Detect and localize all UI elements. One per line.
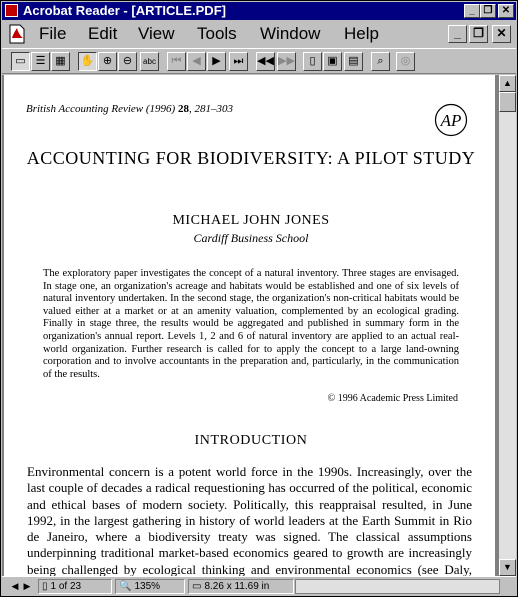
fit-width-icon: ▤	[348, 55, 359, 67]
find-button[interactable]	[371, 52, 390, 71]
thumbnails-page-button[interactable]	[51, 52, 70, 71]
status-bar	[2, 576, 516, 596]
copyright-notice: © 1996 Academic Press Limited	[327, 393, 458, 404]
bookmarks-page-button[interactable]	[31, 52, 50, 71]
menu-bar	[2, 21, 516, 47]
horizontal-scrollbar[interactable]	[295, 579, 500, 594]
menu-file[interactable]: File	[39, 24, 67, 43]
document-minimize-button[interactable]: _	[448, 25, 467, 43]
menu-window[interactable]: Window	[260, 24, 321, 43]
zoom-out-button[interactable]	[118, 52, 137, 71]
document-restore-button[interactable]: ❐	[469, 25, 488, 43]
page-number-field[interactable]	[38, 579, 112, 594]
journal-citation	[26, 103, 233, 115]
section-heading: INTRODUCTION	[194, 433, 308, 448]
menu-tools[interactable]: Tools	[197, 24, 237, 43]
page-icon: ▯	[42, 581, 48, 592]
web-link-button[interactable]	[396, 52, 415, 71]
scroll-down-button[interactable]	[499, 559, 516, 576]
zoom-in-icon: ⊕	[102, 55, 113, 67]
last-page-icon: ⏭	[233, 55, 244, 67]
go-back-icon: ◀◀	[257, 55, 274, 67]
page-size: 8.26 x 11.69 in	[204, 581, 270, 592]
journal-pages: , 281–303	[188, 103, 233, 115]
zoom-field[interactable]	[115, 579, 185, 594]
fit-page-icon: ▣	[327, 55, 338, 67]
scroll-down-icon: ▼	[503, 562, 512, 572]
fit-page-button[interactable]	[323, 52, 342, 71]
fit-width-button[interactable]	[344, 52, 363, 71]
scroll-right-icon[interactable]: ▶	[23, 581, 31, 591]
thumbnails-and-page-icon: ▦	[55, 55, 66, 67]
acrobat-app-icon[interactable]	[5, 4, 18, 17]
window-restore-button[interactable]: ❐	[480, 4, 496, 18]
zoom-in-button[interactable]	[98, 52, 117, 71]
next-page-button[interactable]	[207, 52, 226, 71]
menu-help[interactable]: Help	[344, 24, 379, 43]
first-page-icon: ⏮	[171, 55, 182, 67]
title-bar[interactable]	[2, 2, 516, 20]
actual-size-icon: ▯	[309, 55, 316, 67]
page-only-icon: ▭	[15, 55, 26, 67]
go-forward-button[interactable]	[277, 52, 296, 71]
journal-year: (1996)	[145, 103, 176, 115]
pdf-page	[4, 75, 495, 576]
publisher-logo-text: AP	[440, 111, 462, 130]
magnifier-icon: 🔍	[119, 581, 132, 592]
text-select-icon: abc	[143, 57, 156, 66]
first-page-button[interactable]	[167, 52, 186, 71]
document-close-button[interactable]: ✕	[492, 25, 511, 43]
page-size-field	[188, 579, 294, 594]
hand-tool-button[interactable]	[78, 52, 97, 71]
hand-tool-icon: ✋	[80, 55, 95, 67]
article-title: ACCOUNTING FOR BIODIVERSITY: A PILOT STUDY	[26, 148, 476, 168]
menu-edit[interactable]: Edit	[88, 24, 118, 43]
window-title: Acrobat Reader - [ARTICLE.PDF]	[23, 3, 226, 18]
go-back-button[interactable]	[256, 52, 275, 71]
document-view[interactable]	[2, 75, 499, 576]
scroll-up-button[interactable]	[499, 75, 516, 92]
document-icon[interactable]	[8, 24, 26, 44]
find-icon: ⌕	[377, 55, 384, 67]
previous-page-button[interactable]	[187, 52, 206, 71]
previous-page-icon: ◀	[192, 55, 201, 67]
zoom-out-icon: ⊖	[122, 55, 133, 67]
page-size-icon: ▭	[192, 581, 202, 592]
last-page-button[interactable]	[229, 52, 248, 71]
academic-press-logo	[434, 103, 468, 137]
page-number: 1 of 23	[50, 581, 82, 592]
web-link-icon: ◎	[400, 55, 411, 67]
toolbar	[2, 48, 516, 74]
zoom-level: 135%	[134, 581, 161, 592]
go-forward-icon: ▶▶	[278, 55, 295, 67]
body-paragraph: Environmental concern is a potent world force in the 1990s. Increasingly, over the last couple of decades a radical requestioning has occurred of the political, economic and ethical bases of modern society. Politically, this reappraisal resulted, in June 1992, in the largest gathering in history of world leaders at the Earth Summit in Rio de Janeiro, where a biodiversity treaty was signed. The classical assumptions underpinning traditional market-based economics geared to growth are increasingly being challenged by ecological thinking and environmental economics (see Daly,	[27, 464, 472, 576]
bookmarks-and-page-icon: ☰	[35, 55, 46, 67]
scroll-left-icon[interactable]: ◀	[11, 581, 19, 591]
window-close-button[interactable]: ✕	[498, 4, 514, 18]
page-only-button[interactable]	[11, 52, 30, 71]
journal-name: British Accounting Review	[26, 103, 144, 115]
author-name: MICHAEL JOHN JONES	[172, 213, 330, 228]
next-page-icon: ▶	[212, 55, 221, 67]
actual-size-button[interactable]	[303, 52, 322, 71]
journal-volume: 28	[177, 103, 189, 115]
window-minimize-button[interactable]: _	[464, 4, 480, 18]
text-select-button[interactable]	[140, 52, 159, 71]
author-affiliation: Cardiff Business School	[193, 231, 309, 245]
scroll-up-icon: ▲	[503, 78, 512, 88]
abstract: The exploratory paper investigates the concept of a natural inventory. Three stages are envisaged. In stage one, an organization's acreage and habitats would be established and one of six levels of natural inventory undertaken. In the second stage, the organization's non-critical habitats would be valued either at a market or at an amenity valuation, complemented by an ecological grading. Finally in stage three, the results would be aggregated and published in summary form in the organization's annual report. Levels 1, 2 and 6 of natural inventory are applied to an actual real-world organization. Further research is called for to apply the concept to a large land-owning corporation and to involve accountants in the preparation and, particularly, in the communication of the results.	[43, 268, 459, 380]
menu-view[interactable]: View	[138, 24, 175, 43]
scroll-thumb[interactable]	[499, 92, 516, 112]
vertical-scrollbar[interactable]	[499, 75, 516, 576]
